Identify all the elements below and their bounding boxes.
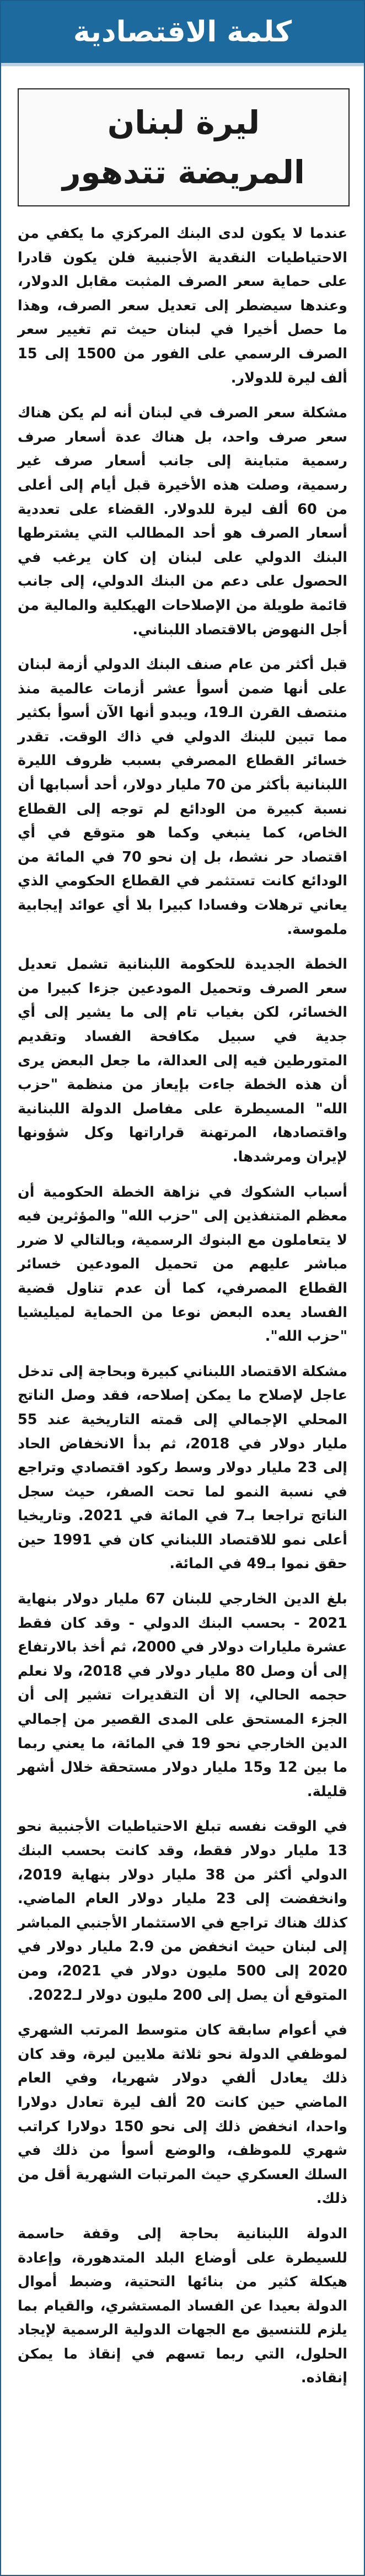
article-paragraph: في أعوام سابقة كان متوسط المرتب الشهري لموظفي الدولة نحو ثلاثة ملايين ليرة، وقد كان ذلك يعادل ألفي دولار شهريا، وفي العام الماضي حين كانت 20 ألف ليرة تعادل دولارا واحدا، انخفض ذلك إلى نحو 150 دولارا كراتب شهري للموظف، والوضع أسوأ من ذلك في السلك العسكري حيث المرتبات الشهرية أقل من ذلك. — [18, 2022, 347, 2207]
article-paragraph: مشكلة الاقتصاد اللبناني كبيرة وبحاجة إلى تدخل عاجل لإصلاح ما يمكن إصلاحه، فقد وصل الناتج المحلي الإجمالي إلى قمته التاريخية عند 55 مليار دولار في 2018، ثم بدأ الانخفاض الحاد إلى 23 مليار دولار وسط ركود اقتصادي وتراجع في نسبة النمو لما تحت الصفر، حيث سجل الناتج تراجعا بـ7 في المائة في 2021. وتاريخيا أعلى نمو للاقتصاد اللبناني كان في 1991 حين حقق نموا بـ49 في المائة. — [18, 1363, 348, 1573]
section-title: كلمة الاقتصادية — [73, 15, 292, 49]
article-paragraph: بلغ الدين الخارجي للبنان 67 مليار دولار بنهاية 2021 - بحسب البنك الدولي - وقد كان فقط عشرة مليارات دولار في 2000، ثم أخذ بالارتفاع إلى أن وصل 80 مليار دولار في 2018، ولا نعلم حجمه الحالي، إلا أن التقديرات تشير إلى أن الجزء المستحق على المدى القصير من إجمالي الدين الخارجي نحو 19 في المائة، ما يعني ربما ما بين 12 و15 مليار دولار مستحقة خلال أشهر قليلة. — [18, 1591, 348, 1800]
article-paragraph: الدولة اللبنانية بحاجة إلى وقفة حاسمة للسيطرة على أوضاع البلد المتدهورة، وإعادة هيكلة كثير من بنائها التحتية، وضبط أموال الدولة بعيدا عن الفساد المستشري، والقيام بما يلزم للتنسيق مع الجهات الدولية الرسمية لإيجاد الحلول، التي ربما تسهم في إنقاذ ما يمكن إنقاذه. — [18, 2225, 347, 2387]
headline-box — [18, 88, 350, 206]
article-paragraph: مشكلة سعر الصرف في لبنان أنه لم يكن هناك سعر صرف واحد، بل هناك عدة أسعار صرف رسمية متباينة إلى جانب أسعار صرف غير رسمية، وصلت هذه الأخيرة قبل أيام إلى أعلى من 60 ألف ليرة للدولار. القضاء على تعددية أسعار الصرف هو أحد المطالب التي يشترطها البنك الدولي على لبنان إن كان يرغب في الحصول على دعم من البنك الدولي، إلى جانب قائمة طويلة من الإصلاحات الهيكلية والمالية من أجل النهوض بالاقتصاد اللبناني. — [18, 405, 347, 638]
article-body — [18, 222, 347, 2391]
article-paragraph: الخطة الجديدة للحكومة اللبنانية تشمل تعديل سعر الصرف وتحميل المودعين جزءا كبيرا من الخسائر، لكن بغياب تام إلى ما يشير إلى أي جدية في سبيل مكافحة الفساد وتقديم المتورطين فيه إلى العدالة، ما جعل البعض يرى أن هذه الخطة جاءت بإيعاز من منظمة "حزب الله" المسيطرة على مفاصل الدولة اللبنانية واقتصادها، المرتهنة قراراتها وكل شؤونها لإيران ومرشدها. — [18, 956, 347, 1165]
headline-line-2: المريضة تتدهور — [62, 153, 305, 191]
article-paragraph: قبل أكثر من عام صنف البنك الدولي أزمة لبنان على أنها ضمن أسوأ عشر أزمات عالمية منذ منتصف القرن الـ19، ويبدو أنها الآن أسوأ بكثير مما تبين للبنك الدولي في ذاك الوقت. تقدر خسائر القطاع المصرفي بسبب ظروف الليرة اللبنانية بأكثر من 70 مليار دولار، أحد أسبابها أن نسبة كبيرة من الودائع لم توجه إلى القطاع الخاص، كما ينبغي وكما هو متوقع في أي اقتصاد حر نشط، بل إن نحو 70 في المائة من الودائع كانت تستثمر في القطاع الحكومي الذي يعاني ترهلات وفسادا كبيرا بلا أي عوائد إيجابية ملموسة. — [18, 656, 348, 938]
headline-line-1: ليرة لبنان — [107, 104, 260, 141]
article-paragraph: في الوقت نفسه تبلغ الاحتياطيات الأجنبية نحو 13 مليار دولار فقط، وقد كانت بحسب البنك الدولي أكثر من 38 مليار دولار بنهاية 2019، وانخفضت إلى 23 مليار دولار العام الماضي. كذلك هناك تراجع في الاستثمار الأجنبي المباشر إلى لبنان حيث انخفض من 2.9 مليار دولار في 2020 إلى 500 مليون دولار في 2021، ومن المتوقع أن يصل إلى 200 مليون دولار لـ2022. — [18, 1818, 347, 2004]
article-paragraph: أسباب الشكوك في نزاهة الخطة الحكومية أن معظم المتنفذين إلى "حزب الله" والمؤثرين فيه لا يتعاملون مع البنوك الرسمية، وبالتالي لا ضرر مباشر عليهم من تحميل المودعين خسائر القطاع المصرفي، كما أن عدم تناول قضية الفساد يعده البعض نوعا من الحماية لميليشيا "حزب الله". — [18, 1183, 347, 1345]
section-header — [1, 1, 364, 66]
article-paragraph: عندما لا يكون لدى البنك المركزي ما يكفي من الاحتياطيات النقدية الأجنبية فلن يكون قادرا على حماية سعر الصرف المثبت مقابل الدولار، وعندها سيضطر إلى تعديل سعر الصرف، وهذا ما حصل أخيرا في لبنان حيث تم تغيير سعر الصرف الرسمي على الفور من 1500 إلى 15 ألف ليرة للدولار. — [18, 225, 347, 386]
